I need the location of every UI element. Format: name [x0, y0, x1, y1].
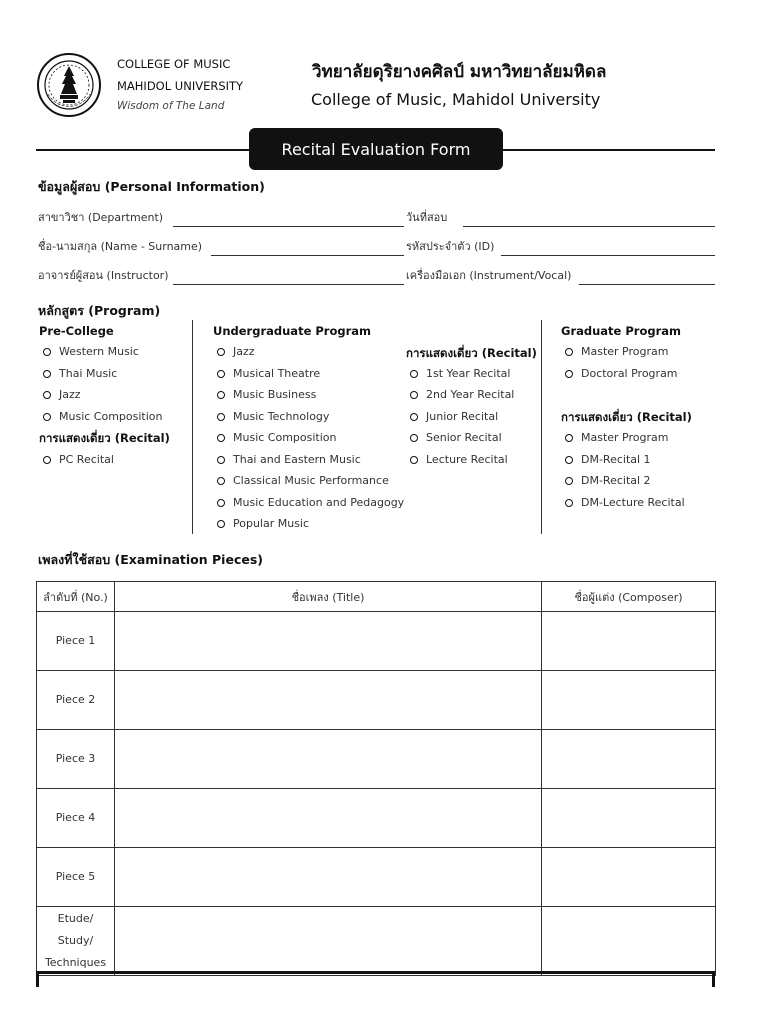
radio-circle-icon [565, 348, 573, 356]
radio-circle-icon [43, 370, 51, 378]
instrument-label: เครื่องมือเอก (Instrument/Vocal) [406, 269, 572, 282]
bottom-tick-right [712, 971, 715, 987]
uni-name-line2: MAHIDOL UNIVERSITY [117, 79, 244, 93]
radio-circle-icon [43, 413, 51, 421]
piece-title-cell[interactable] [115, 671, 542, 730]
title-rule-left [36, 149, 250, 151]
table-row [37, 730, 716, 789]
program-heading: หลักสูตร (Program) [38, 303, 161, 318]
piece-composer-cell[interactable] [542, 789, 716, 848]
option-1st-year-recital[interactable]: 1st Year Recital [410, 367, 510, 380]
radio-circle-icon [410, 413, 418, 421]
option-junior-recital[interactable]: Junior Recital [410, 410, 498, 423]
etude-line: Etude/ [57, 912, 94, 925]
option-popular-music[interactable]: Popular Music [217, 517, 309, 530]
form-title-banner: Recital Evaluation Form [249, 128, 503, 170]
option-ug-music-composition[interactable]: Music Composition [217, 431, 337, 444]
option-thai-eastern-music[interactable]: Thai and Eastern Music [217, 453, 361, 466]
department-label: สาขาวิชา (Department) [38, 211, 164, 224]
radio-circle-icon [565, 477, 573, 485]
piece-title-cell[interactable] [115, 789, 542, 848]
piece-title-cell[interactable] [115, 848, 542, 907]
uni-name-line1: COLLEGE OF MUSIC [117, 57, 231, 71]
graduate-title: Graduate Program [561, 324, 681, 338]
radio-circle-icon [410, 370, 418, 378]
piece-composer-cell[interactable] [542, 848, 716, 907]
instructor-label: อาจารย์ผู้สอน (Instructor) [38, 269, 169, 282]
option-senior-recital[interactable]: Senior Recital [410, 431, 502, 444]
option-dm-recital-1[interactable]: DM-Recital 1 [565, 453, 651, 466]
radio-circle-icon [410, 391, 418, 399]
option-musical-theatre[interactable]: Musical Theatre [217, 367, 320, 380]
option-2nd-year-recital[interactable]: 2nd Year Recital [410, 388, 514, 401]
instructor-field[interactable] [173, 284, 404, 285]
english-college-title: College of Music, Mahidol University [311, 90, 601, 109]
instrument-field[interactable] [579, 284, 715, 285]
option-master-recital[interactable]: Master Program [565, 431, 668, 444]
pieces-heading: เพลงที่ใช้สอบ (Examination Pieces) [38, 552, 263, 567]
etude-composer-cell[interactable] [542, 907, 716, 976]
option-music-technology[interactable]: Music Technology [217, 410, 329, 423]
program-divider-2 [541, 320, 542, 534]
ug-recital-title: การแสดงเดี่ยว (Recital) [406, 346, 537, 360]
radio-circle-icon [43, 391, 51, 399]
option-thai-music[interactable]: Thai Music [43, 367, 117, 380]
option-master-program[interactable]: Master Program [565, 345, 668, 358]
pieces-table [36, 581, 716, 976]
table-row [37, 789, 716, 848]
etude-label [37, 907, 115, 976]
pre-college-title: Pre-College [39, 324, 114, 338]
option-pc-jazz[interactable]: Jazz [43, 388, 81, 401]
undergraduate-title: Undergraduate Program [213, 324, 372, 338]
pc-recital-title: การแสดงเดี่ยว (Recital) [39, 431, 170, 445]
table-header-row [37, 582, 716, 612]
radio-circle-icon [565, 456, 573, 464]
etude-title-cell[interactable] [115, 907, 542, 976]
name-label: ชื่อ-นามสกุล (Name - Surname) [38, 240, 203, 253]
exam-date-label: วันที่สอบ [406, 211, 448, 224]
techniques-line: Techniques [44, 956, 107, 969]
radio-circle-icon [217, 499, 225, 507]
col-header-composer: ชื่อผู้แต่ง (Composer) [542, 582, 716, 612]
col-header-no: ลำดับที่ (No.) [37, 582, 115, 612]
study-line: Study/ [57, 934, 94, 947]
grad-recital-title: การแสดงเดี่ยว (Recital) [561, 410, 692, 424]
piece-number: Piece 5 [37, 848, 115, 907]
option-dm-recital-2[interactable]: DM-Recital 2 [565, 474, 651, 487]
radio-circle-icon [410, 456, 418, 464]
name-field[interactable] [211, 255, 404, 256]
university-seal-logo [36, 52, 102, 118]
radio-circle-icon [217, 434, 225, 442]
radio-circle-icon [217, 391, 225, 399]
bottom-tick-left [36, 971, 39, 987]
piece-composer-cell[interactable] [542, 671, 716, 730]
radio-circle-icon [217, 477, 225, 485]
radio-circle-icon [565, 499, 573, 507]
table-row [37, 671, 716, 730]
option-dm-lecture-recital[interactable]: DM-Lecture Recital [565, 496, 685, 509]
piece-composer-cell[interactable] [542, 612, 716, 671]
piece-composer-cell[interactable] [542, 730, 716, 789]
option-music-education[interactable]: Music Education and Pedagogy [217, 496, 404, 509]
piece-number: Piece 4 [37, 789, 115, 848]
exam-date-field[interactable] [463, 226, 715, 227]
radio-circle-icon [217, 520, 225, 528]
piece-number: Piece 3 [37, 730, 115, 789]
bottom-rule [36, 971, 715, 974]
radio-circle-icon [565, 434, 573, 442]
uni-motto: Wisdom of The Land [117, 100, 225, 112]
radio-circle-icon [217, 413, 225, 421]
piece-number: Piece 1 [37, 612, 115, 671]
option-ug-jazz[interactable]: Jazz [217, 345, 255, 358]
department-field[interactable] [173, 226, 404, 227]
option-pc-music-composition[interactable]: Music Composition [43, 410, 163, 423]
piece-number: Piece 2 [37, 671, 115, 730]
table-row [37, 848, 716, 907]
radio-circle-icon [410, 434, 418, 442]
option-pc-recital[interactable]: PC Recital [43, 453, 114, 466]
table-row [37, 907, 716, 976]
student-id-field[interactable] [501, 255, 715, 256]
personal-info-heading: ข้อมูลผู้สอบ (Personal Information) [38, 179, 265, 194]
col-header-title: ชื่อเพลง (Title) [115, 582, 542, 612]
radio-circle-icon [43, 348, 51, 356]
program-divider-1 [192, 320, 193, 534]
table-row [37, 612, 716, 671]
title-rule-right [502, 149, 715, 151]
radio-circle-icon [217, 370, 225, 378]
radio-circle-icon [217, 456, 225, 464]
thai-college-title: วิทยาลัยดุริยางคศิลป์ มหาวิทยาลัยมหิดล [312, 62, 607, 82]
student-id-label: รหัสประจำตัว (ID) [406, 240, 495, 253]
piece-title-cell[interactable] [115, 730, 542, 789]
option-lecture-recital[interactable]: Lecture Recital [410, 453, 508, 466]
option-classical-performance[interactable]: Classical Music Performance [217, 474, 389, 487]
radio-circle-icon [43, 456, 51, 464]
option-western-music[interactable]: Western Music [43, 345, 139, 358]
option-doctoral-program[interactable]: Doctoral Program [565, 367, 678, 380]
radio-circle-icon [565, 370, 573, 378]
radio-circle-icon [217, 348, 225, 356]
option-music-business[interactable]: Music Business [217, 388, 316, 401]
piece-title-cell[interactable] [115, 612, 542, 671]
